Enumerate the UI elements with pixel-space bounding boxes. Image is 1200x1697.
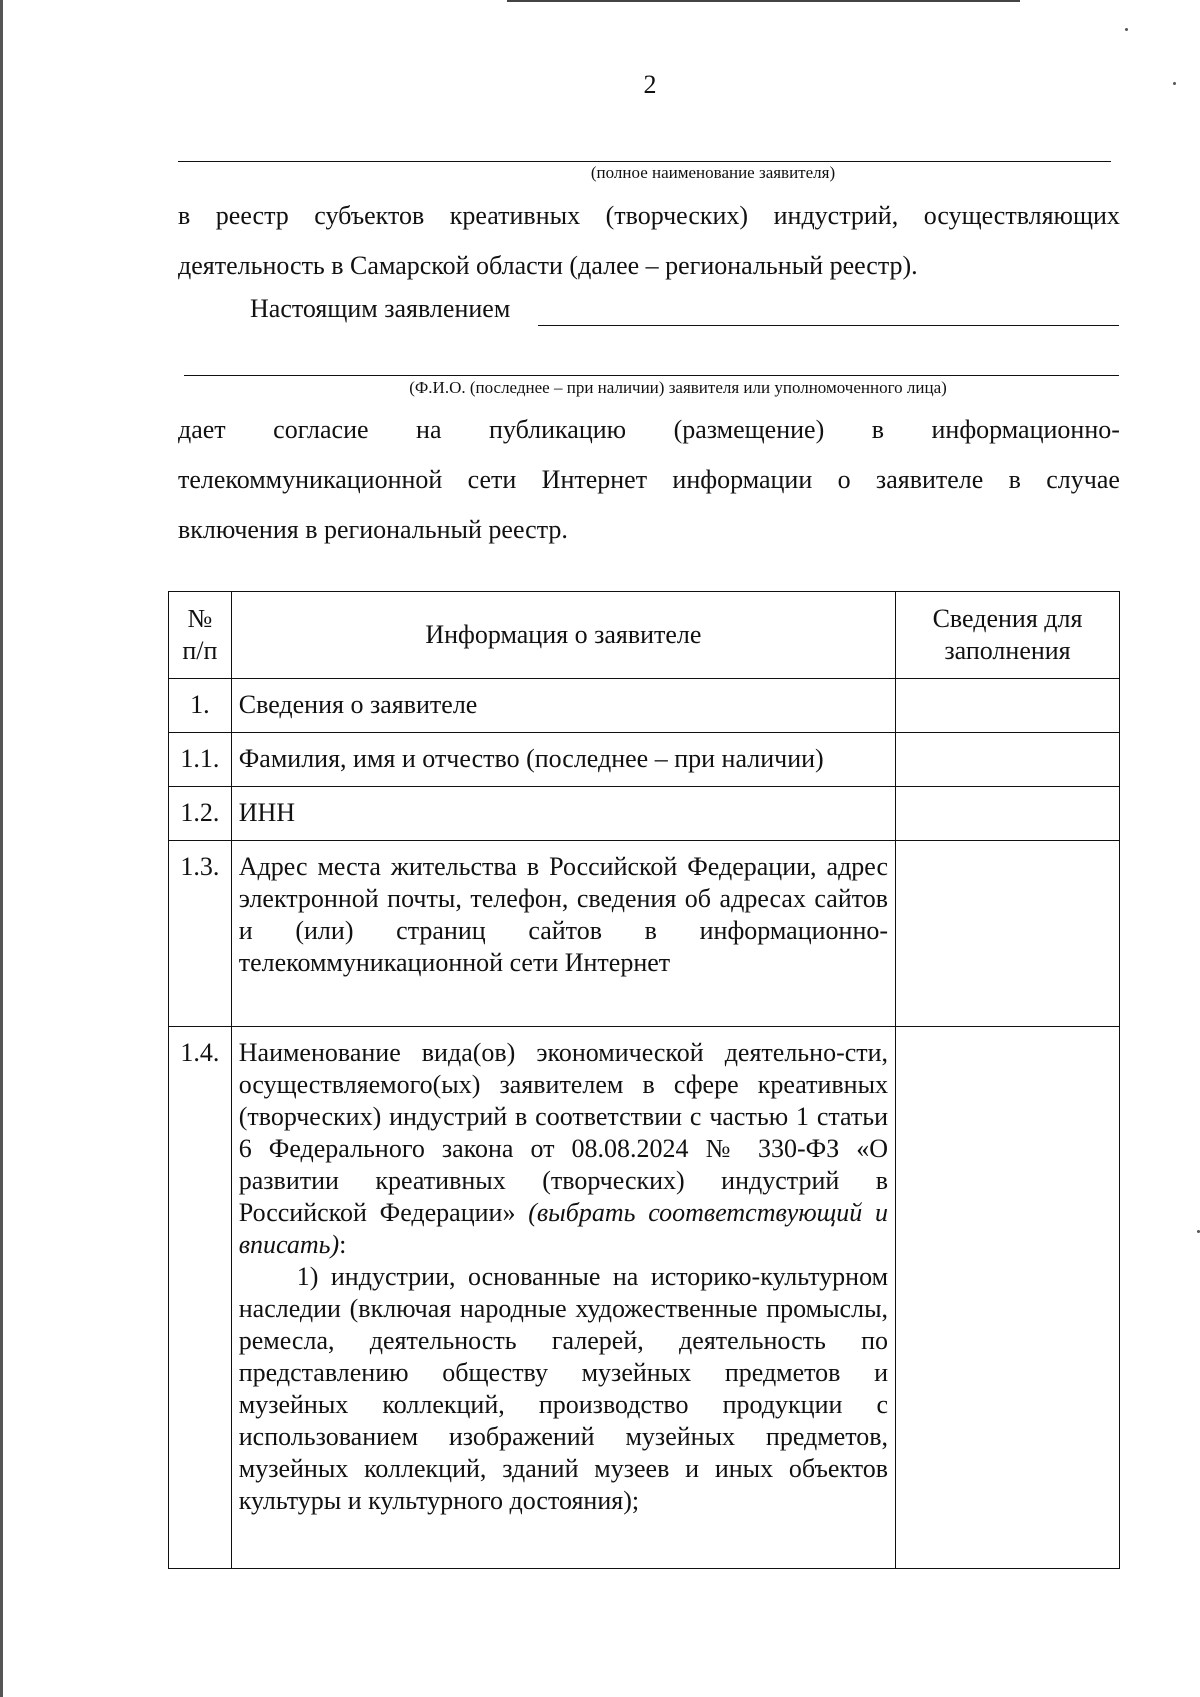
word: (творческих): [605, 201, 749, 230]
word: в: [871, 415, 885, 444]
table-row: [169, 1027, 1120, 1569]
fio-caption: (Ф.И.О. (последнее – при наличии) заявителя или уполномоченного лица): [409, 378, 947, 397]
row-info-cell: [231, 1027, 895, 1569]
row-number-cell: [169, 787, 232, 841]
page-left-edge: [0, 0, 3, 1697]
row-info-cell: [231, 787, 895, 841]
activity-instruction-colon: :: [339, 1230, 347, 1259]
consent-line-2: [178, 455, 1120, 505]
applicant-name-line: [178, 161, 1111, 162]
word: сети: [467, 465, 517, 494]
row-number: 1.4.: [180, 1038, 220, 1067]
activity-instruction: (выбрать соответствующий и вписать): [238, 1198, 889, 1259]
table-row: [169, 679, 1120, 733]
word: информации: [672, 465, 813, 494]
word: случае: [1046, 465, 1120, 494]
word: индустрий,: [773, 201, 899, 230]
word: согласие: [273, 415, 369, 444]
applicant-info-table: [168, 591, 1120, 1569]
row-number: 1.1.: [180, 744, 220, 773]
activity-description: Наименование вида(ов) экономической деятельно-сти, осуществляемого(ых) заявителем в сфере креативных (творческих) индустрий в соответствии с частью 1 статьи 6 Федерального закона от 08.08.2024 № 330-ФЗ «О развитии креативных (творческих) индустрий в Российской Федерации»: [238, 1038, 889, 1227]
row-number: 1.2.: [180, 798, 220, 827]
row-number-cell: [169, 733, 232, 787]
consent-line-3: включения в региональный реестр.: [178, 515, 568, 544]
intro-line-2: деятельность в Самарской области (далее – региональный реестр).: [178, 251, 918, 280]
row-number: 1.3.: [180, 852, 220, 881]
header-number-line: №: [187, 604, 213, 633]
header-number-line: п/п: [182, 636, 218, 665]
table-header-row: [169, 592, 1120, 679]
applicant-name-caption: (полное наименование заявителя): [590, 163, 836, 182]
word: в: [1008, 465, 1021, 494]
word: информационно-: [931, 415, 1120, 444]
row-number-cell: [169, 1027, 232, 1569]
word: заявителе: [875, 465, 984, 494]
row-value-field[interactable]: [896, 1027, 1120, 1569]
table-row: [169, 733, 1120, 787]
header-fill-line: Сведения для: [932, 604, 1083, 633]
scan-speck: [1125, 28, 1128, 31]
row-info-cell: [231, 679, 895, 733]
fio-line: [184, 375, 1119, 376]
word: в: [178, 201, 191, 230]
word: публикацию: [489, 415, 627, 444]
table-row: [169, 787, 1120, 841]
page-number: 2: [643, 70, 657, 99]
word: (размещение): [673, 415, 825, 444]
word: креативных: [449, 201, 581, 230]
consent-paragraph: [178, 405, 1120, 555]
row-number-cell: [169, 841, 232, 1027]
word: Интернет: [541, 465, 648, 494]
word: реестр: [215, 201, 289, 230]
activity-item-1: 1) индустрии, основанные на историко-культурном наследии (включая народные художественные промыслы, ремесла, деятельность галерей, деятельность по представлению обществу музейных предметов и музейных коллекций, производство продукции с использованием изображений музейных предметов, музейных коллекций, зданий музеев и иных объектов культуры и культурного достояния);: [238, 1262, 889, 1515]
row-info: ИНН: [238, 798, 296, 827]
row-info: Адрес места жительства в Российской Федерации, адрес электронной почты, телефон, сведения об адресах сайтов и (или) страниц сайтов в информационно-телекоммуникационной сети Интернет: [238, 852, 889, 977]
row-value-field[interactable]: [896, 679, 1120, 733]
statement-label: Настоящим заявлением: [250, 294, 511, 323]
row-info: Сведения о заявителе: [238, 690, 478, 719]
intro-paragraph: [178, 191, 1120, 291]
row-info: [232, 1027, 895, 1523]
row-value-field[interactable]: [896, 733, 1120, 787]
table-row: [169, 841, 1120, 1027]
statement-blank-line: [538, 325, 1119, 326]
header-info: Информация о заявителе: [231, 592, 895, 679]
row-info: Фамилия, имя и отчество (последнее – при наличии): [238, 744, 824, 773]
header-number: [169, 592, 232, 679]
word: о: [837, 465, 851, 494]
header-fill: [896, 592, 1120, 679]
word: телекоммуникационной: [178, 465, 443, 494]
row-number: 1.: [190, 690, 210, 719]
row-number-cell: [169, 679, 232, 733]
row-info-cell: [231, 733, 895, 787]
word: дает: [178, 415, 226, 444]
row-value-field[interactable]: [896, 787, 1120, 841]
top-edge-rule: [507, 0, 1020, 2]
row-info-cell: [231, 841, 895, 1027]
intro-line-1: [178, 191, 1120, 241]
word: субъектов: [314, 201, 425, 230]
word: осуществляющих: [923, 201, 1120, 230]
word: на: [416, 415, 442, 444]
header-fill-line: заполнения: [944, 636, 1071, 665]
consent-line-1: [178, 405, 1120, 455]
row-value-field[interactable]: [896, 841, 1120, 1027]
